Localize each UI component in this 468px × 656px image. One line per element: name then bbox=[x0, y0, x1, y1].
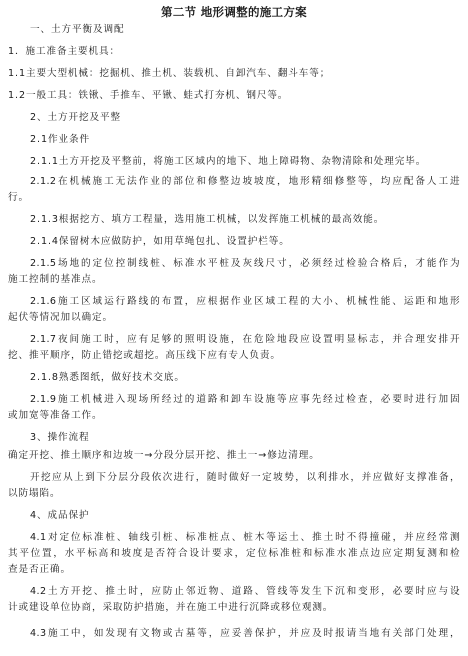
paragraph-line: 其平位置，水平标高和坡度是否符合设计要求，定位标准桩和标准水准点边应定期复测和检 bbox=[8, 548, 460, 559]
paragraph-line: 或加宽等准备工作。 bbox=[8, 410, 103, 421]
paragraph-line: 挖、推平顺序，防止错挖或超挖。高压线下应有专人负责。 bbox=[8, 350, 281, 361]
paragraph-line: 2.1.8熟悉图纸，做好技术交底。 bbox=[30, 372, 185, 383]
section-title: 第二节 地形调整的施工方案 bbox=[161, 5, 307, 19]
paragraph-line: 4.3施工中，如发现有文物或古墓等，应妥善保护，并应及时报请当地有关部门处理， bbox=[30, 628, 460, 639]
paragraph-line: 1.1主要大型机械：挖掘机、推土机、装载机、自卸汽车、翻斗车等； bbox=[8, 68, 331, 79]
paragraph-line: 2.1.4保留树木应做防护，如用草绳包扎、设置护栏等。 bbox=[30, 236, 290, 247]
paragraph-line: 4.1对定位标准桩、轴线引桩、标准桩点、桩木等运土、推土时不得撞碰，并应经常测 bbox=[30, 532, 460, 543]
paragraph-line: 确定开挖、推土顺序和边坡一→分段分层开挖、推土一→修边清理。 bbox=[8, 450, 320, 461]
paragraph-line: 2.1.3根据挖方、填方工程量，选用施工机械，以发挥施工机械的最高效能。 bbox=[30, 214, 385, 225]
heading-finished-product-protection: 4、成品保护 bbox=[30, 510, 90, 521]
heading-construction-prep: 1．施工准备主要机具： bbox=[8, 46, 120, 57]
paragraph-line: 以防塌陷。 bbox=[8, 488, 61, 499]
paragraph-line: 行。 bbox=[8, 192, 29, 203]
paragraph-line: 查是否正确。 bbox=[8, 564, 71, 575]
paragraph-line: 2.1.2在机械施工无法作业的部位和修整边坡坡度，地形精细修整等，均应配备人工进 bbox=[30, 176, 460, 187]
paragraph-line: 2.1.7夜间施工时，应有足够的照明设施，在危险地段应设置明显标志，并合理安排开 bbox=[30, 334, 460, 345]
heading-operation-flow: 3、操作流程 bbox=[30, 432, 90, 443]
paragraph-line: 2.1.9施工机械进入现场所经过的道路和卸车设施等应事先经过检查，必要时进行加固 bbox=[30, 394, 460, 405]
heading-work-conditions: 2.1作业条件 bbox=[30, 134, 90, 145]
paragraph-line: 1.2一般工具：铁锹、手推车、平锹、蛙式打夯机、钢尺等。 bbox=[8, 90, 289, 101]
paragraph-line: 2.1.6施工区域运行路线的布置，应根据作业区域工程的大小、机械性能、运距和地形 bbox=[30, 296, 460, 307]
heading-earthwork-balance: 一、土方平衡及调配 bbox=[30, 24, 125, 35]
paragraph-line: 施工控制的基准点。 bbox=[8, 274, 103, 285]
paragraph-line: 开挖应从上到下分层分段依次进行，随时做好一定坡势，以利排水，并应做好支撑准备， bbox=[30, 472, 460, 483]
paragraph-line: 计或建设单位协商，采取防护措施，并在施工中进行沉降或移位观测。 bbox=[8, 602, 334, 613]
heading-excavation-leveling: 2、土方开挖及平整 bbox=[30, 112, 121, 123]
paragraph-line: 2.1.5场地的定位控制线桩、标准水平桩及灰线尺寸，必须经过检验合格后，才能作为 bbox=[30, 258, 460, 269]
paragraph-line: 起伏等情况加以确定。 bbox=[8, 312, 113, 323]
paragraph-line: 2.1.1土方开挖及平整前，将施工区域内的地下、地上障碍物、杂物清除和处理完毕。 bbox=[30, 156, 427, 167]
paragraph-line: 4.2土方开挖、推土时，应防止邻近物、道路、管线等发生下沉和变形，必要时应与设 bbox=[30, 586, 460, 597]
